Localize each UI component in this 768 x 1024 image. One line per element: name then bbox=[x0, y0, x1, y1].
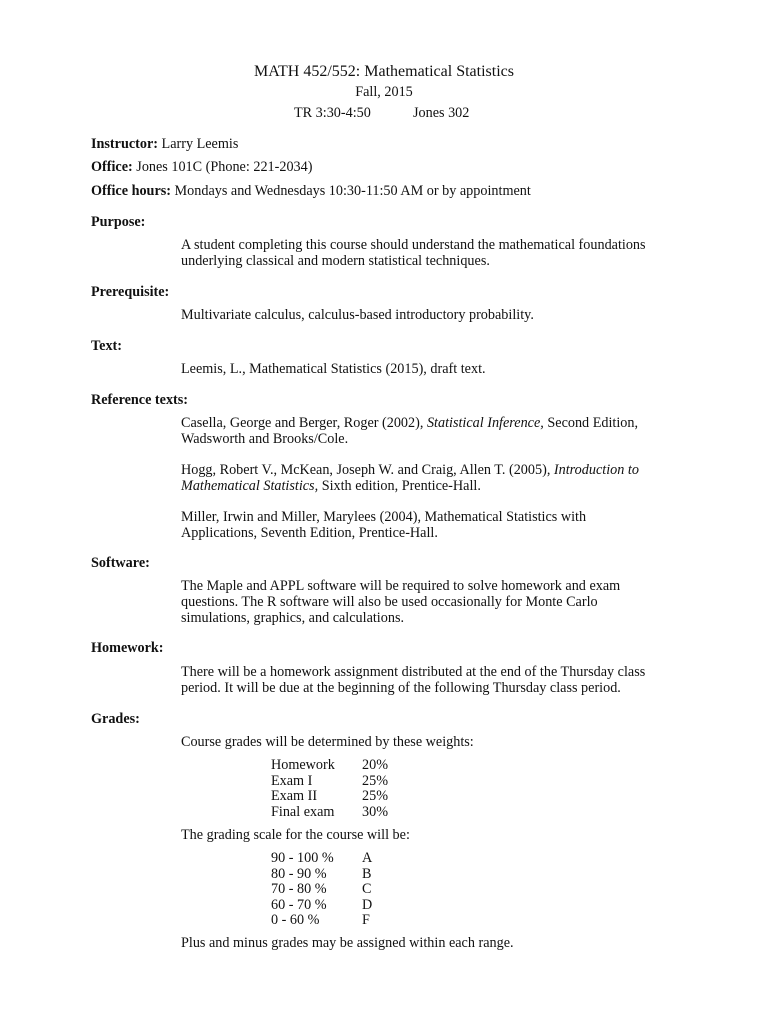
weight-value: 30% bbox=[362, 803, 389, 820]
reference-line: Miller, Irwin and Miller, Marylees (2004), Mathematical Statistics with bbox=[181, 509, 587, 525]
weights-row bbox=[271, 804, 388, 820]
reference-line: Applications, Seventh Edition, Prentice-Hall. bbox=[181, 525, 438, 541]
weights-table bbox=[271, 757, 388, 819]
weight-value: 25% bbox=[362, 788, 389, 804]
office-hours-line bbox=[91, 183, 531, 199]
reference-2 bbox=[181, 462, 678, 494]
reference-line: Hogg, Robert V., McKean, Joseph W. and Craig, Allen T. (2005), Introduction to bbox=[181, 462, 639, 478]
reference-line: Wadsworth and Brooks/Cole. bbox=[181, 431, 349, 447]
course-time: TR 3:30-4:50 bbox=[294, 105, 371, 121]
homework-line: period. It will be due at the beginning of the following Thursday class period. bbox=[181, 680, 621, 696]
purpose-line: underlying classical and modern statistical techniques. bbox=[181, 253, 490, 269]
office-value: Jones 101C (Phone: 221-2034) bbox=[136, 159, 313, 175]
weights-intro: Course grades will be determined by these weights: bbox=[181, 734, 474, 750]
scale-intro: The grading scale for the course will be: bbox=[181, 827, 410, 843]
scale-row bbox=[271, 866, 372, 882]
reference-heading: Reference texts: bbox=[91, 392, 189, 408]
text-heading: Text: bbox=[91, 338, 122, 354]
scale-row bbox=[271, 881, 372, 897]
scale-grade: B bbox=[362, 865, 372, 882]
homework-line: There will be a homework assignment distributed at the end of the Thursday class bbox=[181, 664, 646, 680]
office-line bbox=[91, 159, 312, 175]
weight-item: Exam I bbox=[271, 772, 313, 789]
weight-item: Final exam bbox=[271, 803, 335, 820]
weights-row bbox=[271, 788, 388, 804]
reference-1 bbox=[181, 415, 678, 447]
scale-grade: D bbox=[362, 896, 373, 913]
weight-item: Exam II bbox=[271, 788, 318, 804]
instructor-value: Larry Leemis bbox=[161, 136, 239, 152]
purpose-text bbox=[181, 237, 678, 269]
weights-row bbox=[271, 773, 388, 789]
software-line: The Maple and APPL software will be required to solve homework and exam bbox=[181, 578, 621, 594]
course-room: Jones 302 bbox=[413, 105, 470, 121]
prerequisite-heading: Prerequisite: bbox=[91, 284, 170, 300]
scale-row bbox=[271, 897, 372, 913]
software-text bbox=[181, 578, 678, 626]
grades-footnote: Plus and minus grades may be assigned within each range. bbox=[181, 935, 514, 951]
scale-range: 70 - 80 % bbox=[271, 881, 327, 897]
weight-value: 20% bbox=[362, 757, 389, 773]
instructor-label: Instructor: bbox=[91, 136, 158, 152]
scale-range: 80 - 90 % bbox=[271, 865, 327, 882]
homework-text bbox=[181, 664, 678, 696]
weight-item: Homework bbox=[271, 757, 335, 773]
scale-range: 0 - 60 % bbox=[271, 912, 320, 928]
reference-3 bbox=[181, 509, 678, 541]
purpose-heading: Purpose: bbox=[91, 214, 146, 230]
software-line: questions. The R software will also be used occasionally for Monte Carlo bbox=[181, 594, 598, 610]
office-hours-value: Mondays and Wednesdays 10:30-11:50 AM or by appointment bbox=[174, 183, 531, 199]
office-hours-label: Office hours: bbox=[91, 183, 171, 199]
scale-grade: C bbox=[362, 881, 372, 897]
purpose-line: A student completing this course should understand the mathematical foundations bbox=[181, 237, 646, 253]
scale-grade: F bbox=[362, 912, 370, 928]
scale-row bbox=[271, 912, 372, 928]
office-label: Office: bbox=[91, 159, 133, 175]
grades-heading: Grades: bbox=[91, 711, 140, 727]
homework-heading: Homework: bbox=[91, 640, 164, 656]
scale-range: 60 - 70 % bbox=[271, 896, 327, 913]
software-line: simulations, graphics, and calculations. bbox=[181, 610, 405, 626]
scale-row bbox=[271, 850, 372, 866]
prerequisite-text: Multivariate calculus, calculus-based introductory probability. bbox=[181, 307, 534, 323]
instructor-line bbox=[91, 136, 238, 152]
text-book: Leemis, L., Mathematical Statistics (2015), draft text. bbox=[181, 361, 486, 377]
scale-grade: A bbox=[362, 850, 373, 866]
weight-value: 25% bbox=[362, 772, 389, 789]
software-heading: Software: bbox=[91, 555, 150, 571]
course-term: Fall, 2015 bbox=[355, 84, 413, 100]
grading-scale-table bbox=[271, 850, 372, 928]
weights-row bbox=[271, 757, 388, 773]
course-title: MATH 452/552: Mathematical Statistics bbox=[254, 63, 514, 80]
reference-line: Mathematical Statistics, Sixth edition, Prentice-Hall. bbox=[181, 478, 481, 494]
reference-line: Casella, George and Berger, Roger (2002), Statistical Inference, Second Edition, bbox=[181, 415, 639, 431]
scale-range: 90 - 100 % bbox=[271, 850, 334, 866]
